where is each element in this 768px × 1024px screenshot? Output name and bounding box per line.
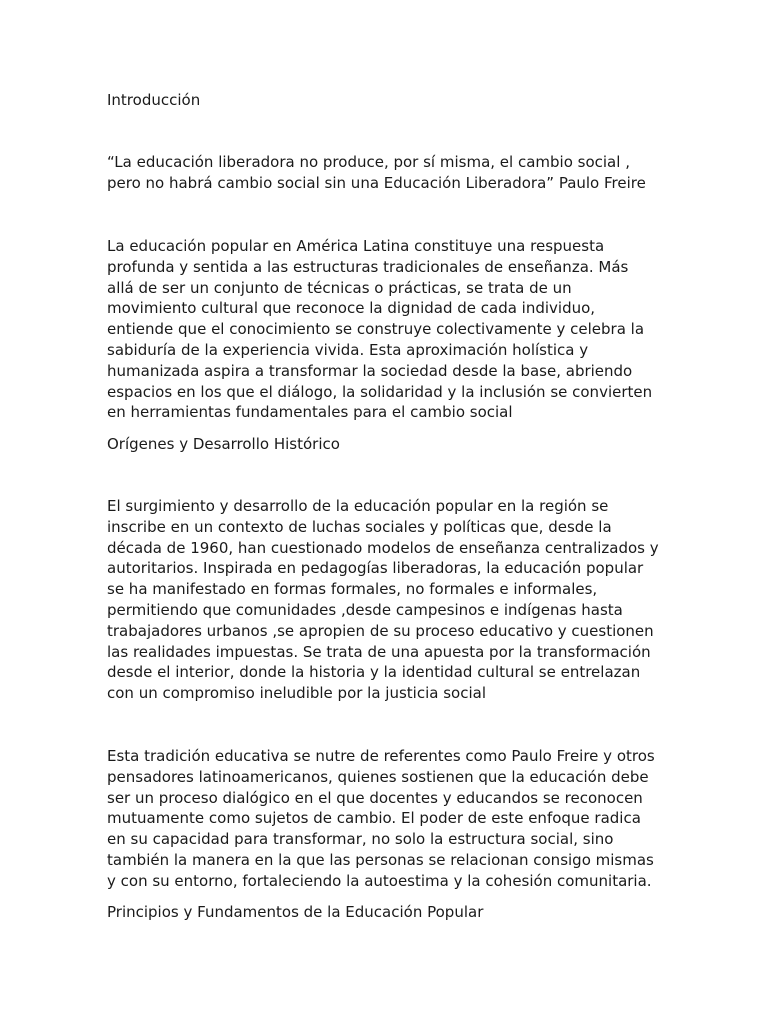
paragraph-origins: El surgimiento y desarrollo de la educación popular en la región se inscribe en un contexto de luchas sociales y políticas que, desde la década de 1960, han cuestionado modelos de enseñanza centralizados y autoritarios. Inspirada en pedagogías liberadoras, la educación popular se ha manifestado en formas formales, no formales e informales, permitiendo que comunidades ,desde campesinos e indígenas hasta trabajadores urbanos ,se apropien de su proceso educativo y cuestionen las realidades impuestas. Se trata de una apuesta por la transformación desde el interior, donde la historia y la identidad cultural se entrelazan con un compromiso ineludible por la justicia social bbox=[107, 497, 659, 703]
section-heading-principles: Principios y Fundamentos de la Educación Popular bbox=[107, 903, 484, 921]
section-heading-origins: Orígenes y Desarrollo Histórico bbox=[107, 435, 340, 453]
epigraph-quote: “La educación liberadora no produce, por sí misma, el cambio social , pero no habrá cambio social sin una Educación Liberadora” Paulo Freire bbox=[107, 153, 646, 192]
paragraph-tradition: Esta tradición educativa se nutre de referentes como Paulo Freire y otros pensadores latinoamericanos, quienes sostienen que la educación debe ser un proceso dialógico en el que docentes y educandos se reconocen mutuamente como sujetos de cambio. El poder de este enfoque radica en su capacidad para transformar, no solo la estructura social, sino también la manera en la que las personas se relacionan consigo mismas y con su entorno, fortaleciendo la autoestima y la cohesión comunitaria. bbox=[107, 747, 655, 890]
document-title: Introducción bbox=[107, 91, 201, 109]
paragraph-intro: La educación popular en América Latina constituye una respuesta profunda y sentida a las estructuras tradicionales de enseñanza. Más allá de ser un conjunto de técnicas o prácticas, se trata de un movimiento cultural que reconoce la dignidad de cada individuo, entiende que el conocimiento se construye colectivamente y celebra la sabiduría de la experiencia vivida. Esta aproximación holística y humanizada aspira a transformar la sociedad desde la base, abriendo espacios en los que el diálogo, la solidaridad y la inclusión se convierten en herramientas fundamentales para el cambio social bbox=[107, 237, 653, 422]
